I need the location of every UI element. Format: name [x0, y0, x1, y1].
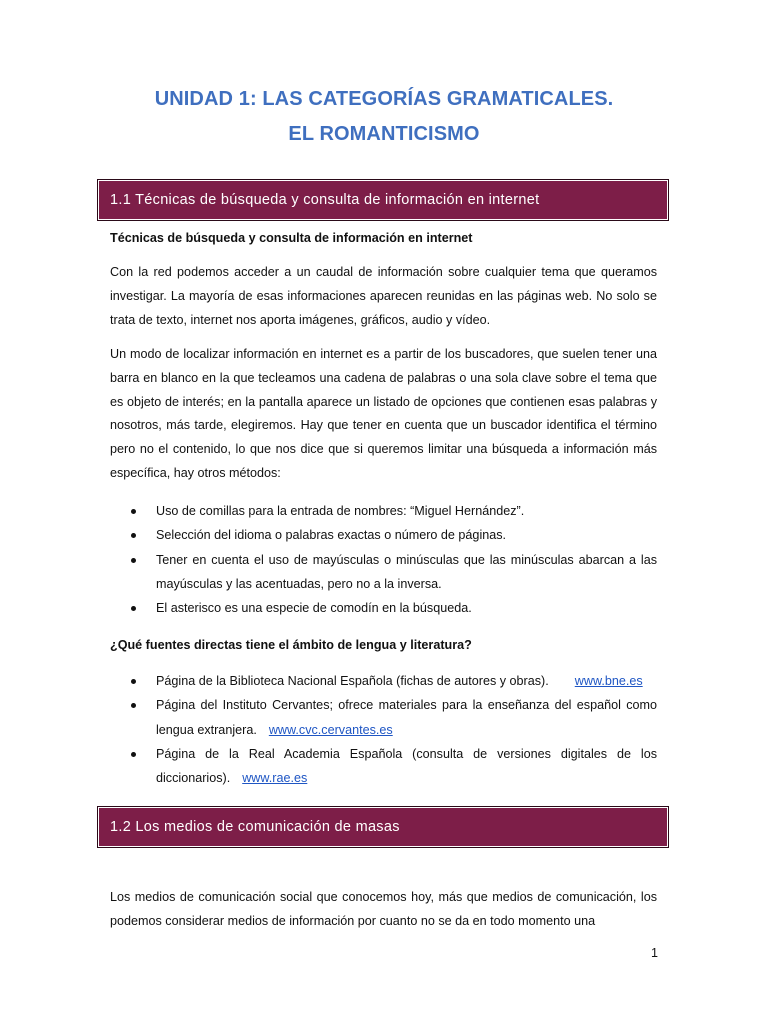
- list-item: [110, 669, 657, 693]
- list-item: [110, 693, 657, 742]
- list-item: [110, 742, 657, 791]
- list-item-text: Página de la Real Academia Española (consulta de versiones digitales de los diccionarios).: [156, 746, 657, 786]
- list-item-text: Selección del idioma o palabras exactas o número de páginas.: [156, 528, 507, 543]
- link-cervantes[interactable]: www.cvc.cervantes.es: [268, 722, 393, 737]
- section-subheading: Técnicas de búsqueda y consulta de información en internet: [110, 231, 473, 245]
- bullet-icon: [131, 558, 136, 563]
- document-subtitle: EL ROMANTICISMO: [288, 123, 480, 145]
- paragraph-mass-media: Los medios de comunicación social que conocemos hoy, más que medios de comunicación, los podemos considerar medios de información por cuanto no se da en todo momento una: [110, 890, 657, 928]
- section-heading-1-label: 1.1 Técnicas de búsqueda y consulta de información en internet: [110, 192, 540, 208]
- list-item-text: Página de la Biblioteca Nacional Española (fichas de autores y obras).: [156, 674, 549, 688]
- bullet-icon: [131, 533, 136, 538]
- bullet-icon: [131, 679, 136, 684]
- list-item-text: Tener en cuenta el uso de mayúsculas o minúsculas que las minúsculas abarcan a las mayúsculas y las acentuadas, pero no a la inversa.: [156, 552, 657, 591]
- list-item-text: Página del Instituto Cervantes; ofrece materiales para la enseñanza del español como lengua extranjera.: [156, 698, 657, 737]
- list-item: [110, 499, 657, 523]
- bullet-icon: [131, 703, 136, 708]
- link-rae[interactable]: www.rae.es: [242, 771, 308, 786]
- section-heading-1: [97, 179, 669, 221]
- paragraph-search-engines: Un modo de localizar información en internet es a partir de los buscadores, que suelen tener una barra en blanco en la que tecleamos una cadena de palabras o una sola clave sobre el tema que es objeto de interés; en la pantalla aparece un listado de opciones que contienen esas palabras y nosotros, más tarde, elegiremos. Hay que tener en cuenta que un buscador identifica el término pero no el contenido, lo que nos dice que si queremos limitar una búsqueda a información más específica, hay otros métodos:: [110, 347, 657, 480]
- page-number: 1: [651, 946, 659, 960]
- sources-list: [110, 669, 657, 790]
- sources-question: ¿Qué fuentes directas tiene el ámbito de lengua y literatura?: [110, 638, 472, 652]
- section-heading-2: [97, 806, 669, 848]
- list-item-text: Uso de comillas para la entrada de nombres: “Miguel Hernández”.: [156, 504, 525, 518]
- section-heading-2-label: 1.2 Los medios de comunicación de masas: [110, 819, 400, 835]
- bullet-icon: [131, 752, 136, 757]
- list-item: [110, 523, 657, 547]
- paragraph-intro: Con la red podemos acceder a un caudal de información sobre cualquier tema que queramos investigar. La mayoría de esas informaciones aparecen reunidas en las páginas web. No solo se trata de texto, internet nos aporta imágenes, gráficos, audio y vídeo.: [110, 265, 657, 327]
- bullet-icon: [131, 606, 136, 611]
- bullet-icon: [131, 509, 136, 514]
- list-item: [110, 596, 657, 620]
- link-bne[interactable]: www.bne.es: [574, 674, 643, 688]
- list-item: [110, 548, 657, 597]
- document-title: UNIDAD 1: LAS CATEGORÍAS GRAMATICALES.: [154, 88, 614, 110]
- list-item-text: El asterisco es una especie de comodín en la búsqueda.: [156, 601, 472, 616]
- methods-list: [110, 499, 657, 620]
